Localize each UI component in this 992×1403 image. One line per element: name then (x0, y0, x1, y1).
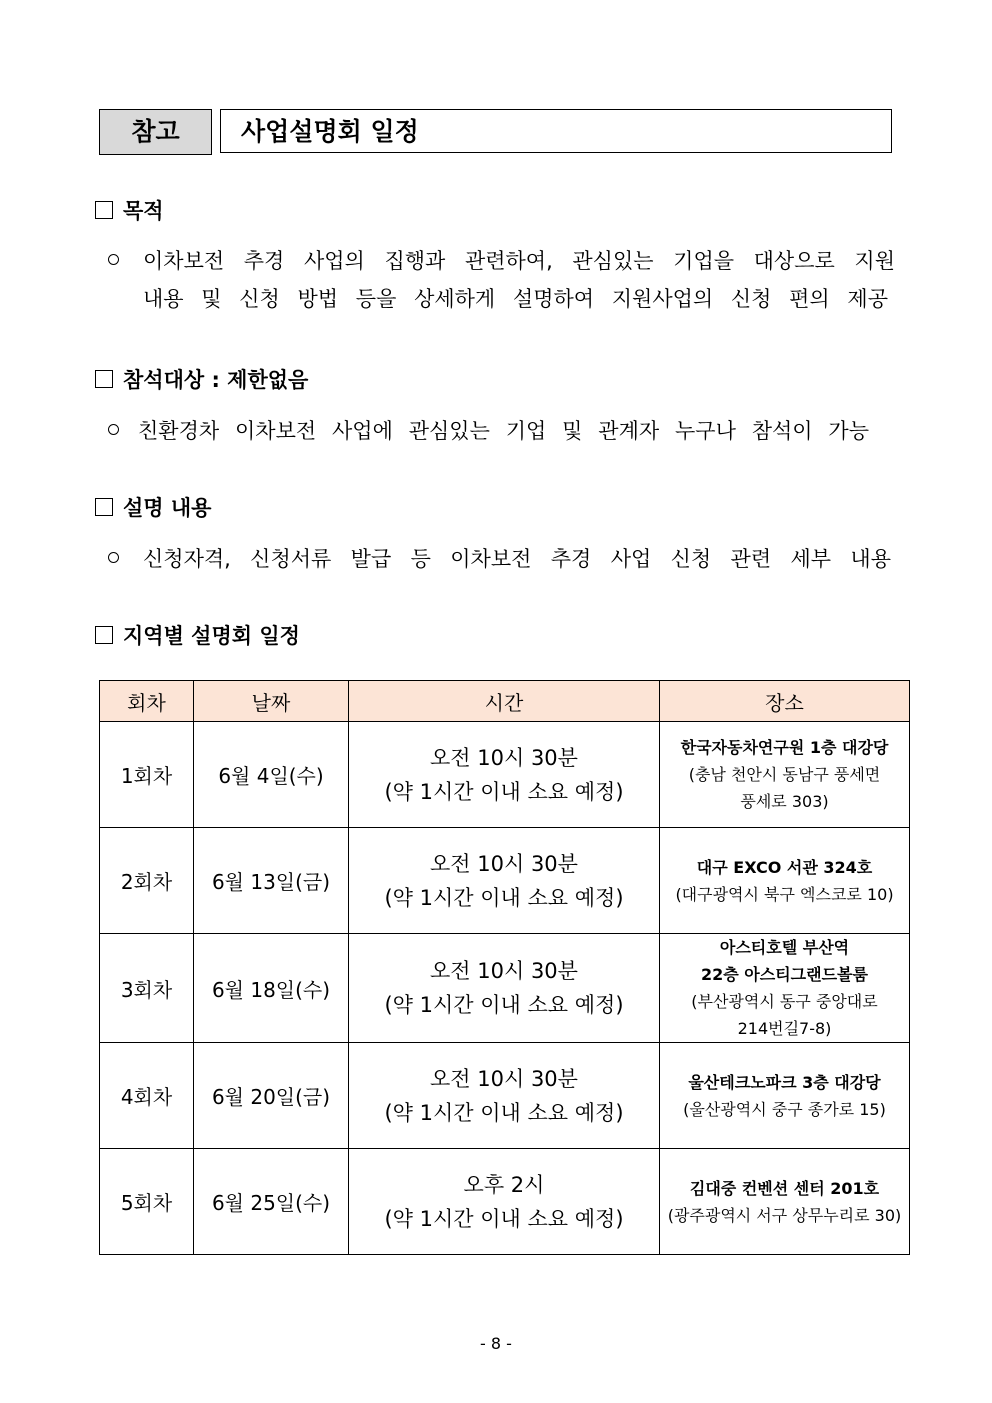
table-row (100, 934, 910, 1043)
date-cell: 6월 4일(수) (194, 722, 349, 828)
place-name: 한국자동차연구원 1층 대강당 (680, 738, 889, 757)
table-row (100, 1043, 910, 1149)
round-cell: 5회차 (100, 1149, 194, 1255)
circle-bullet-icon (108, 254, 119, 265)
date-cell: 6월 25일(수) (194, 1149, 349, 1255)
table-row (100, 722, 910, 828)
round-cell: 1회차 (100, 722, 194, 828)
place-address: 214번길7-8) (737, 1019, 832, 1038)
time-value: 오전 10시 30분 (430, 1066, 578, 1091)
place-cell (660, 1043, 910, 1149)
duration-note: (약 1시간 이내 소요 예정) (384, 779, 624, 804)
bullet-text-line: 친환경차 이차보전 사업에 관심있는 기업 및 관계자 누구나 참석이 가능 (138, 419, 869, 443)
place-address: (대구광역시 북구 엑스코로 10) (675, 884, 894, 904)
section-heading-text: 지역별 설명회 일정 (123, 624, 300, 648)
circle-bullet-icon (108, 552, 119, 563)
place-cell (660, 828, 910, 934)
time-cell (349, 828, 660, 934)
place-cell (660, 934, 910, 1043)
round-cell: 2회차 (100, 828, 194, 934)
place-cell (660, 1149, 910, 1255)
section-heading-content (95, 492, 211, 522)
bullet-text-line: 신청자격, 신청서류 발급 등 이차보전 추경 사업 신청 관련 세부 내용 (143, 547, 891, 571)
place-name: 아스티호텔 부산역 (719, 938, 850, 957)
checkbox-square-icon (95, 370, 113, 388)
bullet-text-line: 이차보전 추경 사업의 집행과 관련하여, 관심있는 기업을 대상으로 지원 (143, 249, 895, 273)
checkbox-square-icon (95, 626, 113, 644)
section-heading-text: 목적 (123, 199, 164, 223)
place-address: 풍세로 303) (740, 792, 829, 811)
section-heading-text: 참석대상 : 제한없음 (123, 368, 309, 392)
time-cell (349, 1043, 660, 1149)
page-number: - 8 - (480, 1334, 512, 1353)
time-cell (349, 1149, 660, 1255)
table-row (100, 828, 910, 934)
table-header-row (100, 681, 910, 722)
page-title: 사업설명회 일정 (220, 109, 892, 153)
place-name: 대구 EXCO 서관 324호 (696, 857, 873, 877)
round-cell: 3회차 (100, 934, 194, 1043)
duration-note: (약 1시간 이내 소요 예정) (384, 993, 624, 1017)
checkbox-square-icon (95, 201, 113, 219)
place-address: (부산광역시 동구 중앙대로 (691, 992, 878, 1011)
place-name: 22층 아스티그랜드볼룸 (701, 965, 868, 984)
time-cell (349, 934, 660, 1043)
title-row (99, 109, 894, 155)
checkbox-square-icon (95, 498, 113, 516)
duration-note: (약 1시간 이내 소요 예정) (384, 1100, 624, 1125)
place-name: 김대중 컨벤션 센터 201호 (689, 1178, 880, 1198)
place-address: (울산광역시 중구 종가로 15) (683, 1099, 886, 1119)
time-value: 오전 10시 30분 (430, 959, 578, 983)
place-address: (광주광역시 서구 상무누리로 30) (667, 1205, 902, 1225)
reference-tag: 참고 (99, 109, 212, 155)
section-heading-text: 설명 내용 (123, 496, 212, 520)
column-header-time: 시간 (349, 681, 660, 722)
bullet-text-line: 내용 및 신청 방법 등을 상세하게 설명하여 지원사업의 신청 편의 제공 (143, 287, 888, 311)
column-header-place: 장소 (660, 681, 910, 722)
column-header-date: 날짜 (194, 681, 349, 722)
column-header-round: 회차 (100, 681, 194, 722)
round-cell: 4회차 (100, 1043, 194, 1149)
date-cell: 6월 18일(수) (194, 934, 349, 1043)
table-row (100, 1149, 910, 1255)
section-heading-attendees (95, 364, 308, 394)
time-cell (349, 722, 660, 828)
time-value: 오전 10시 30분 (430, 745, 578, 770)
bullet-purpose (108, 249, 133, 273)
place-cell (660, 722, 910, 828)
schedule-table (99, 680, 910, 1255)
circle-bullet-icon (108, 424, 119, 435)
time-value: 오전 10시 30분 (430, 851, 578, 876)
duration-note: (약 1시간 이내 소요 예정) (384, 1206, 624, 1231)
section-heading-schedule (95, 620, 300, 650)
place-name: 울산테크노파크 3층 대강당 (688, 1072, 881, 1092)
time-value: 오후 2시 (463, 1172, 545, 1197)
bullet-content (108, 547, 133, 571)
date-cell: 6월 20일(금) (194, 1043, 349, 1149)
bullet-attendees (108, 419, 133, 443)
section-heading-purpose (95, 195, 164, 225)
date-cell: 6월 13일(금) (194, 828, 349, 934)
place-address: (충남 천안시 동남구 풍세면 (688, 765, 881, 784)
duration-note: (약 1시간 이내 소요 예정) (384, 885, 624, 910)
